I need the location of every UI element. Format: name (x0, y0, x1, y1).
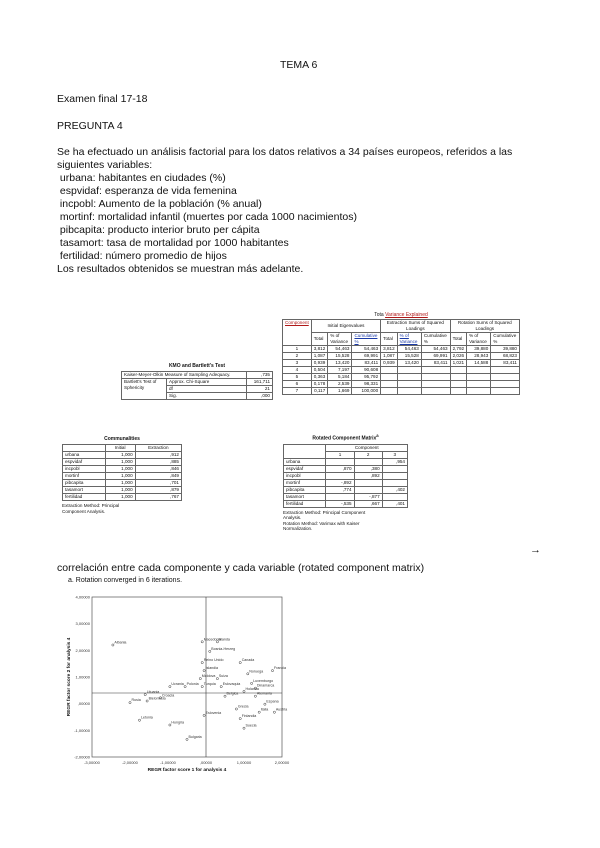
table-cell (397, 388, 421, 395)
variable-name: incpobl (284, 472, 326, 479)
table-cell: 69,991 (421, 353, 450, 360)
table-cell (421, 374, 450, 381)
table-cell: 39,880 (467, 346, 491, 353)
point-label: Bielorrusia (148, 696, 166, 701)
col-cum: Cumulative % (491, 333, 520, 346)
table-cell: 15,528 (397, 353, 421, 360)
loading-cell (382, 493, 407, 500)
table-row (122, 372, 273, 379)
point-label: Holanda (245, 686, 259, 691)
loading-cell (382, 479, 407, 486)
table-cell: 83,411 (491, 360, 520, 367)
loading-cell (382, 465, 407, 472)
x-tick-label: -1,00000 (160, 760, 176, 765)
df-label: df (167, 386, 247, 393)
table-cell (467, 388, 491, 395)
table-cell: ,846 (135, 466, 181, 473)
table-cell: 28,943 (467, 353, 491, 360)
table-cell (397, 367, 421, 374)
col-total: Total (450, 333, 467, 346)
loading-cell (326, 472, 354, 479)
point-label: Bulgaria (188, 734, 202, 739)
rotated-body (284, 458, 408, 507)
communalities-table (62, 444, 182, 501)
loading-cell (354, 486, 382, 493)
table-cell: 1,021 (450, 360, 467, 367)
component-number: 1 (283, 346, 312, 353)
variable-item: urbana: habitantes en ciudades (%) (57, 172, 226, 184)
table-cell: 3,812 (311, 346, 328, 353)
sig-label: Sig. (167, 393, 247, 400)
loading-cell: ,954 (382, 458, 407, 465)
y-tick-label: -1,00000 (74, 727, 90, 733)
communalities-note (62, 503, 182, 514)
point-label: Moldova (201, 674, 216, 679)
results-line: Los resultados obtenidos se muestran más adelante. (57, 263, 304, 275)
table-cell: 2,539 (328, 381, 352, 388)
table-cell: 1,087 (381, 353, 398, 360)
table-row (63, 445, 182, 452)
point-label: Belgica (226, 691, 239, 696)
empty-header (63, 445, 106, 452)
table-row (283, 367, 520, 374)
point-label: Croacia (161, 693, 175, 698)
variable-name: urbana (284, 458, 326, 465)
variable-name: mortinf (284, 479, 326, 486)
table-cell (450, 367, 467, 374)
table-cell: 1,000 (105, 494, 135, 501)
table-cell: 83,411 (421, 360, 450, 367)
intro-line-2: siguientes variables: (57, 159, 153, 171)
intro-line-1: Se ha efectuado un análisis factorial para los datos relativos a 34 países europeos, referidos a las (57, 146, 513, 158)
loading-cell: ,870 (326, 465, 354, 472)
communalities-body (63, 452, 182, 501)
variable-name: tasamort (63, 487, 106, 494)
variable-item: mortinf: mortalidad infantil (muertes por cada 1000 nacimientos) (57, 211, 357, 223)
rotated-matrix-block (283, 433, 408, 532)
table-cell: ,879 (135, 487, 181, 494)
chi-label: Approx. Chi-Square (167, 379, 247, 386)
loading-cell: -,877 (354, 493, 382, 500)
table-cell: 0,939 (311, 360, 328, 367)
table-row (284, 486, 408, 493)
component-header: Component (283, 320, 312, 346)
table-cell: 1,000 (105, 452, 135, 459)
table-cell (421, 381, 450, 388)
point-label: Polonia (186, 682, 199, 687)
loading-cell: ,774 (326, 486, 354, 493)
y-tick-label: 4,00000 (75, 594, 90, 600)
point-label: Francia (274, 666, 286, 671)
table-cell (381, 367, 398, 374)
intro-paragraph (57, 146, 567, 276)
question-label: PREGUNTA 4 (57, 120, 123, 132)
table-row (284, 493, 408, 500)
communalities-title: Communalities (104, 436, 140, 442)
point-label: Eslovenia (205, 710, 222, 715)
rotated-notes (283, 510, 408, 532)
table-cell (467, 374, 491, 381)
x-tick-label: -2,00000 (122, 760, 138, 765)
table-cell: 95,792 (352, 374, 381, 381)
table-cell: 54,463 (352, 346, 381, 353)
variance-table-block (282, 312, 520, 395)
x-axis-label: REGR factor score 1 for analysis 4 (147, 768, 227, 773)
point-label: Alemania (256, 691, 272, 696)
component-number: 4 (283, 367, 312, 374)
table-cell: 1,669 (328, 388, 352, 395)
table-cell (491, 381, 520, 388)
col-2: 2 (354, 451, 382, 458)
table-cell: 54,463 (397, 346, 421, 353)
table-cell: 100,000 (352, 388, 381, 395)
variable-name: incpobl (63, 466, 106, 473)
y-tick-label: 3,00000 (75, 621, 90, 627)
table-cell: ,912 (135, 452, 181, 459)
col-pct: % of Variance (397, 333, 421, 346)
variable-name: espvidaf (63, 459, 106, 466)
table-cell (450, 374, 467, 381)
table-row (63, 466, 182, 473)
col-cum: Cumulative % (421, 333, 450, 346)
table-cell: ,885 (135, 459, 181, 466)
table-cell: 0,363 (311, 374, 328, 381)
y-tick-label: 1,00000 (75, 674, 90, 680)
table-cell: 1,000 (105, 473, 135, 480)
point-label: Austria (275, 707, 288, 712)
table-row (284, 465, 408, 472)
rotated-title-text: Rotated Component Matrix (312, 435, 377, 442)
table-row (283, 333, 520, 346)
point-label: Suiza (218, 674, 228, 679)
y-tick-label: ,00000 (77, 701, 90, 707)
note-line: Extraction Method: Principal (62, 503, 120, 508)
note-line: Rotation Method: Varimax with Kaiser (283, 520, 360, 526)
loading-cell: ,401 (382, 500, 407, 507)
point-label: Reino Unido (203, 658, 224, 663)
table-row (63, 494, 182, 501)
table-row (284, 458, 408, 465)
table-cell: 13,420 (397, 360, 421, 367)
arrow-glyph: → (530, 544, 541, 556)
loading-cell (354, 458, 382, 465)
col-pct: % of Variance (467, 333, 491, 346)
x-tick-label: ,00000 (199, 760, 213, 765)
point-label: Luxemburgo (253, 678, 274, 683)
rotated-title (283, 433, 408, 442)
point-label: Bosnia-Herzeg (211, 646, 236, 651)
variable-name: fertilidad (284, 500, 326, 507)
variable-item: espvidaf: esperanza de vida femenina (57, 185, 237, 197)
note-line: Component Analysis. (62, 508, 106, 514)
point-label: Grecia (237, 704, 249, 709)
table-cell (491, 388, 520, 395)
table-row (63, 459, 182, 466)
df-value: 21 (247, 386, 273, 393)
scatter-chart (62, 585, 292, 780)
x-tick-label: 2,00000 (274, 760, 290, 765)
bartlett-label: Bartlett's Test of Sphericity (122, 379, 167, 400)
table-cell: ,767 (135, 494, 181, 501)
table-row (283, 346, 520, 353)
y-tick-label: 2,00000 (75, 647, 90, 653)
table-cell: 1,000 (105, 459, 135, 466)
table-cell: 3,812 (381, 346, 398, 353)
variable-item: pibcapita: producto interior bruto per cápita (57, 224, 260, 236)
loading-cell: -,535 (326, 500, 354, 507)
point-label: Finlandia (241, 714, 257, 719)
table-cell: 90,608 (352, 367, 381, 374)
table-cell (421, 388, 450, 395)
table-row (283, 320, 520, 333)
component-number: 3 (283, 360, 312, 367)
kmo-table (121, 371, 273, 400)
loading-cell: ,667 (354, 500, 382, 507)
loading-cell: -,892 (326, 479, 354, 486)
variable-name: pibcapita (284, 486, 326, 493)
component-number: 2 (283, 353, 312, 360)
loading-cell: ,380 (354, 465, 382, 472)
point-label: Suecia (245, 723, 257, 728)
loading-cell (326, 458, 354, 465)
table-cell: 1,087 (311, 353, 328, 360)
table-cell (381, 374, 398, 381)
table-row (63, 487, 182, 494)
point-label: Irlanda (218, 637, 230, 642)
chi-value: 161,711 (247, 379, 273, 386)
table-cell (397, 374, 421, 381)
correlation-line: correlación entre cada componente y cada variable (rotated component matrix) (57, 562, 425, 574)
col-cum: Cumulative % (352, 333, 381, 346)
table-row (283, 381, 520, 388)
point-label: Espana (266, 699, 279, 704)
variance-body (283, 346, 520, 395)
table-row (63, 452, 182, 459)
variable-item: tasamort: tasa de mortalidad por 1000 habitantes (57, 237, 289, 249)
y-tick-label: -2,00000 (74, 754, 90, 760)
point-label: Noruega (249, 669, 264, 674)
table-cell: 54,463 (328, 346, 352, 353)
table-cell (397, 381, 421, 388)
sig-value: ,000 (247, 393, 273, 400)
loading-cell: ,892 (354, 472, 382, 479)
col-initial: Initial (105, 445, 135, 452)
table-cell: 0,939 (381, 360, 398, 367)
table-cell (421, 367, 450, 374)
point-label: Italia (260, 707, 269, 712)
kmo-title: KMO and Bartlett's Test (168, 363, 226, 369)
table-row (284, 479, 408, 486)
variable-item: incpobl: Aumento de la población (% anual) (57, 198, 262, 210)
point-label: Turquia (203, 682, 216, 687)
table-cell: 54,463 (421, 346, 450, 353)
table-cell: 0,178 (311, 381, 328, 388)
variable-name: pibcapita (63, 480, 106, 487)
kmo-table-block (121, 363, 273, 400)
kmo-measure-label: Kaiser-Meyer-Olkin Measure of Sampling Adequacy. (122, 372, 247, 379)
loading-cell (354, 479, 382, 486)
table-cell: 1,000 (105, 466, 135, 473)
variance-title-prefix: Tota (374, 312, 384, 318)
note-line: Normalization. (283, 526, 313, 532)
y-axis-label: REGR factor score 2 for analysis 4 (67, 637, 72, 717)
table-cell (491, 367, 520, 374)
table-cell: 1,000 (105, 487, 135, 494)
table-row (63, 473, 182, 480)
table-row (63, 480, 182, 487)
variable-name: espvidaf (284, 465, 326, 472)
rotated-title-sup: a (376, 433, 379, 438)
table-cell: 83,411 (352, 360, 381, 367)
table-cell (450, 388, 467, 395)
table-cell: 2,792 (450, 346, 467, 353)
chart-caption: a. Rotation converged in 6 iterations. (68, 577, 183, 584)
kmo-measure-value: ,735 (247, 372, 273, 379)
loading-cell (382, 472, 407, 479)
table-cell (467, 367, 491, 374)
point-label: Ucrania (171, 682, 184, 687)
point-label: Letonia (141, 715, 153, 720)
table-cell: 14,588 (467, 360, 491, 367)
variance-title-link: Variance Explained (385, 312, 428, 318)
table-row (283, 374, 520, 381)
component-number: 7 (283, 388, 312, 395)
communalities-block (62, 436, 182, 514)
table-cell: 0,504 (311, 367, 328, 374)
point-label: Eslovaquia (222, 682, 241, 687)
page-title: TEMA 6 (280, 59, 318, 71)
table-row (283, 360, 520, 367)
variable-item: fertilidad: número promedio de hijos (57, 250, 227, 262)
note-line: Extraction Method: Principal Component (283, 509, 366, 515)
col-1: 1 (326, 451, 354, 458)
extraction-header: Extraction Sums of Squared Loadings (381, 320, 450, 333)
table-cell: 1,000 (105, 480, 135, 487)
note-line: Analysis. (283, 515, 302, 521)
loading-cell (326, 493, 354, 500)
variable-name: mortinf (63, 473, 106, 480)
table-cell: 2,026 (450, 353, 467, 360)
component-number: 5 (283, 374, 312, 381)
point-label: Canada (241, 658, 255, 663)
table-cell: ,701 (135, 480, 181, 487)
empty-header (284, 444, 326, 458)
table-cell: 68,823 (491, 353, 520, 360)
table-cell: 15,528 (328, 353, 352, 360)
point-label: Hungria (171, 720, 184, 725)
x-tick-label: 1,00000 (236, 760, 252, 765)
table-cell: 0,117 (311, 388, 328, 395)
table-cell: 5,184 (328, 374, 352, 381)
col-extraction: Extraction (135, 445, 181, 452)
table-cell: 13,420 (328, 360, 352, 367)
table-row (284, 500, 408, 507)
rotated-table (283, 444, 408, 508)
initial-header: Initial Eigenvalues (311, 320, 380, 333)
variance-table (282, 319, 520, 395)
point-label: Islandia (205, 666, 218, 671)
point-label: Dinamarca (256, 683, 275, 688)
table-cell (467, 381, 491, 388)
rotation-header: Rotation Sums of Squared Loadings (450, 320, 519, 333)
variable-name: tasamort (284, 493, 326, 500)
table-cell (450, 381, 467, 388)
table-cell: 98,331 (352, 381, 381, 388)
table-row (284, 472, 408, 479)
loading-cell: ,402 (382, 486, 407, 493)
variable-name: urbana (63, 452, 106, 459)
variable-name: fertilidad (63, 494, 106, 501)
table-row (283, 388, 520, 395)
col-total: Total (311, 333, 328, 346)
plot-frame (92, 597, 282, 757)
col-pct: % of Variance (328, 333, 352, 346)
point-label: Albania (114, 640, 127, 645)
point-label: Rusia (131, 698, 141, 703)
col-total: Total (381, 333, 398, 346)
point-label: Macedonia (203, 637, 222, 642)
variance-title (282, 312, 520, 318)
table-cell: 69,991 (352, 353, 381, 360)
point-label: Lituania (146, 690, 160, 695)
table-row (284, 444, 408, 451)
x-tick-label: -3,00000 (84, 760, 100, 765)
table-cell: 39,880 (491, 346, 520, 353)
component-header: Component (326, 444, 408, 451)
table-cell (381, 381, 398, 388)
component-number: 6 (283, 381, 312, 388)
table-cell (491, 374, 520, 381)
col-3: 3 (382, 451, 407, 458)
table-cell: 7,197 (328, 367, 352, 374)
table-cell: ,849 (135, 473, 181, 480)
table-row (283, 353, 520, 360)
table-row (122, 379, 273, 386)
table-cell (381, 388, 398, 395)
exam-label: Examen final 17-18 (57, 93, 148, 105)
